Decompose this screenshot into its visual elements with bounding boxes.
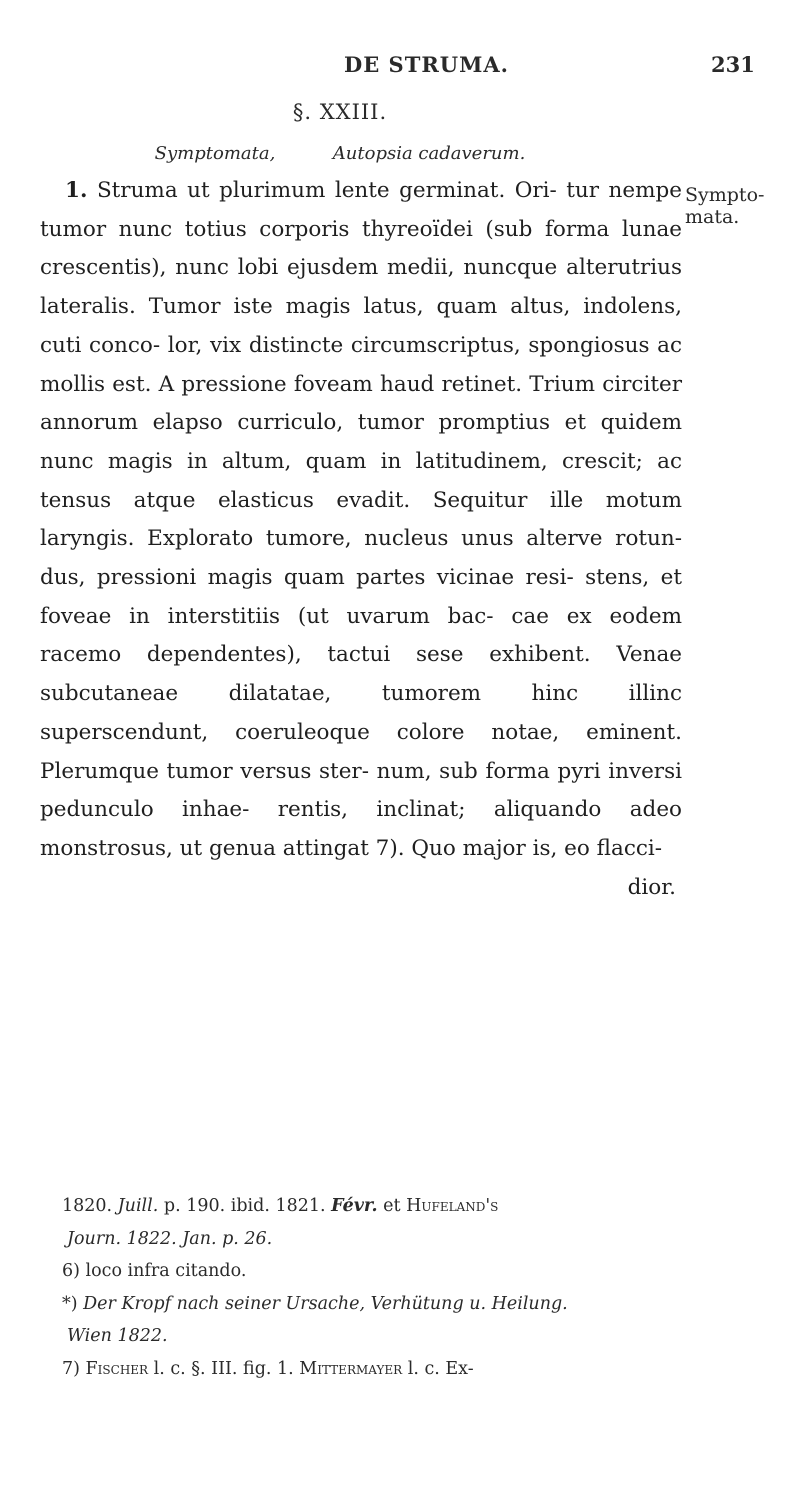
paragraph-1 [40,172,682,869]
paragraph-text: Struma ut plurimum lente germinat. Ori- tur nempe tumor nunc totius corporis thyreoïdei (sub forma lunae crescentis), nunc lobi ejusdem medii, nuncque alterutrius lateralis. Tumor iste magis latus, quam altus, indolens, cuti conco- lor, vix distincte circumscriptus, spongiosus ac mollis est. A pressione foveam haud retinet. Trium circiter annorum elapso curriculo, tumor promptius et quidem nunc magis in altum, quam in latitudinem, crescit; ac tensus atque elasticus evadit. Sequitur ille motum laryngis. Explorato tumore, nucleus unus alterve rotun- dus, pressioni magis quam partes vicinae resi- stens, et foveae in interstitiis (ut uvarum bac- cae ex eodem racemo dependentes), tactui sese exhibent. Venae subcutaneae dilatatae, tumorem hinc illinc superscendunt, coeruleoque colore notae, eminent. Plerumque tumor versus ster- num, sub forma pyri inversi pedunculo inhae- rentis, inclinat; aliquando adeo monstrosus, ut genua attingat 7). Quo major is, eo flacci- [40,178,682,861]
footnote-6: 6) loco infra citando. [62,1261,247,1281]
footnote-line: 1820. Juill. p. 190. ibid. 1821. Févr. et Hufeland's [62,1196,499,1216]
footnote-line: Journ. 1822. Jan. p. 26. [67,1228,273,1249]
footnote-7: 7) Fischer l. c. §. III. fig. 1. Mittermayer l. c. Ex- [62,1358,474,1379]
closing-word: dior. [627,874,676,900]
subtitle-symptomata: Symptomata, [154,143,276,164]
running-head: DE STRUMA. [344,52,509,77]
margin-note: Sympto- mata. [685,184,765,228]
footnotes [42,1190,692,1385]
footnote-star: *) Der Kropf nach seiner Ursache, Verhütung u. Heilung. [62,1293,568,1314]
section-heading: §. XXIII. [292,100,388,124]
subtitle-autopsia: Autopsia cadaverum. [332,143,526,164]
section-subtitle [0,143,680,164]
page-number: 231 [711,52,755,77]
paragraph-number: 1. [65,178,88,203]
footnote-line: Wien 1822. [67,1326,168,1346]
main-text [40,172,682,907]
